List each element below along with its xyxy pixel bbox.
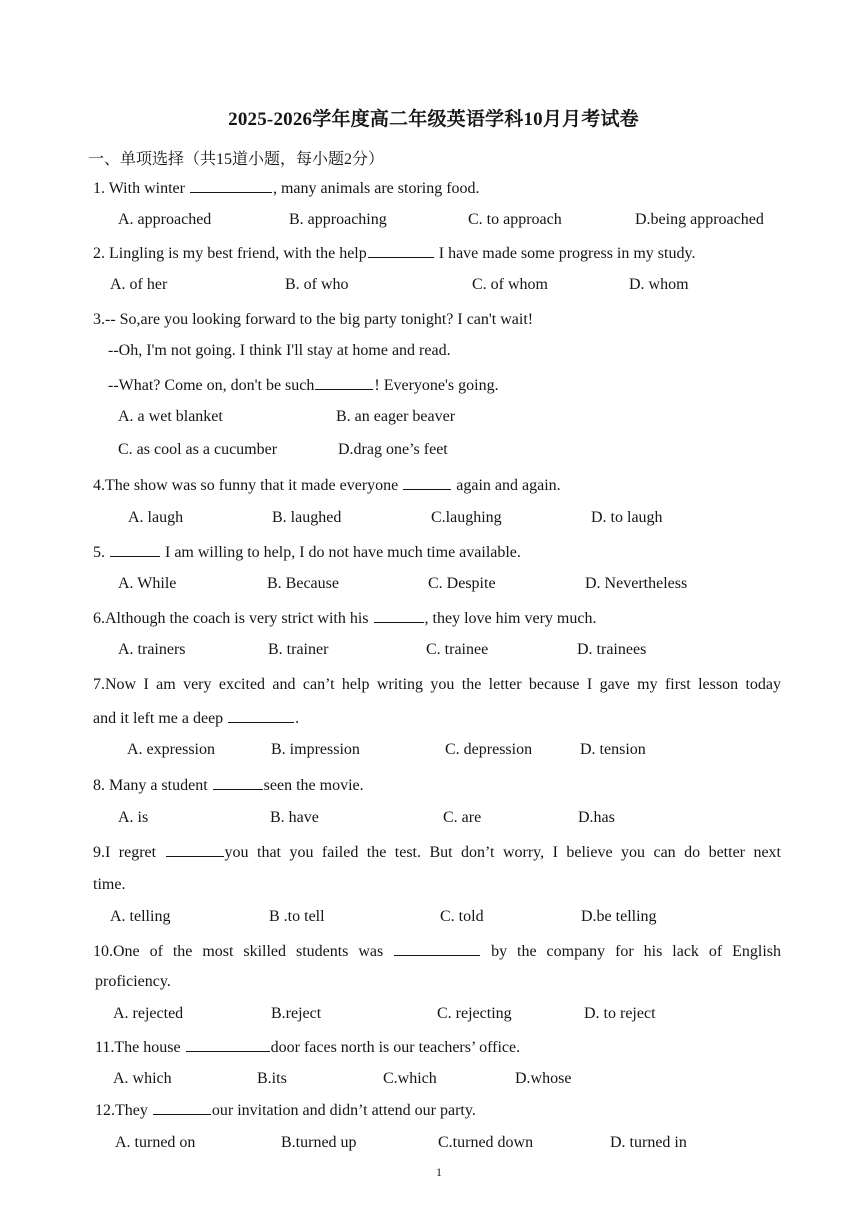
question-10-line-1: 10.One of the most skilled students was by the company for his lack of English [93,943,782,960]
q7-option-a: A. expression [127,741,215,758]
q5-option-d: D. Nevertheless [585,575,688,592]
exam-title: 2025-2026学年度高二年级英语学科10月月考试卷 [228,109,639,130]
q5-option-a: A. While [118,575,177,592]
q3-option-d: D.drag one’s feet [338,441,448,458]
question-4: 4.The show was so funny that it made everyone again and again. [93,477,561,494]
page-number: 1 [436,1165,442,1179]
question-6: 6.Although the coach is very strict with his , they love him very much. [93,610,597,627]
question-3-line-2: --Oh, I'm not going. I think I'll stay at home and read. [108,342,451,359]
q8-option-b: B. have [270,809,319,826]
answer-blank [166,842,224,857]
answer-blank [213,775,263,790]
q9-option-b: B .to tell [269,908,325,925]
answer-blank [153,1100,211,1115]
q8-option-c: C. are [443,809,482,826]
q7-option-b: B. impression [271,741,360,758]
question-11: 11.The house door faces north is our teachers’ office. [95,1039,521,1056]
q12-option-b: B.turned up [281,1134,357,1151]
q4-option-c: C.laughing [431,509,502,526]
q10-option-a: A. rejected [113,1005,184,1022]
q12-option-d: D. turned in [610,1134,687,1151]
answer-blank [228,708,294,723]
answer-blank [186,1037,270,1052]
q7-option-d: D. tension [580,741,646,758]
q2-option-b: B. of who [285,276,349,293]
q6-option-a: A. trainers [118,641,186,658]
q5-option-c: C. Despite [428,575,496,592]
q12-option-c: C.turned down [438,1134,534,1151]
answer-blank [374,608,424,623]
question-12: 12.They our invitation and didn’t attend our party. [95,1102,476,1119]
q6-option-d: D. trainees [577,641,647,658]
answer-blank [190,178,272,193]
question-10-line-2: proficiency. [95,973,171,990]
question-9-line-2: time. [93,876,126,893]
q2-option-a: A. of her [110,276,168,293]
q11-option-c: C.which [383,1070,437,1087]
q1-option-c: C. to approach [468,211,562,228]
question-3-line-3: --What? Come on, don't be such ! Everyone's going. [108,377,499,394]
q1-option-d: D.being approached [635,211,764,228]
q4-option-b: B. laughed [272,509,342,526]
answer-blank [315,375,373,390]
q10-option-c: C. rejecting [437,1005,512,1022]
question-5: 5. I am willing to help, I do not have much time available. [93,544,521,561]
q1-option-b: B. approaching [289,211,387,228]
question-7-line-1: 7.Now I am very excited and can’t help writing you the letter because I gave my first lesson today [93,676,781,693]
q3-option-c: C. as cool as a cucumber [118,441,278,458]
q11-option-a: A. which [113,1070,172,1087]
question-7-line-2: and it left me a deep . [93,710,300,727]
q7-option-c: C. depression [445,741,533,758]
q11-option-b: B.its [257,1070,287,1087]
q3-option-a: A. a wet blanket [118,408,223,425]
q5-option-b: B. Because [267,575,339,592]
q10-option-d: D. to reject [584,1005,656,1022]
q6-option-b: B. trainer [268,641,329,658]
q6-option-c: C. trainee [426,641,489,658]
q9-option-c: C. told [440,908,484,925]
q11-option-d: D.whose [515,1070,572,1087]
question-1: 1. With winter , many animals are storing food. [93,180,480,197]
q2-option-c: C. of whom [472,276,548,293]
answer-blank [403,475,451,490]
answer-blank [394,941,480,956]
q1-option-a: A. approached [118,211,212,228]
question-3-line-1: 3.-- So,are you looking forward to the big party tonight? I can't wait! [93,311,534,328]
q4-option-d: D. to laugh [591,509,663,526]
q4-option-a: A. laugh [128,509,184,526]
answer-blank [368,243,434,258]
q12-option-a: A. turned on [115,1134,196,1151]
q8-option-d: D.has [578,809,615,826]
answer-blank [110,542,160,557]
q10-option-b: B.reject [271,1005,322,1022]
q8-option-a: A. is [118,809,149,826]
q3-option-b: B. an eager beaver [336,408,456,425]
q9-option-a: A. telling [110,908,171,925]
question-2: 2. Lingling is my best friend, with the help I have made some progress in my study. [93,245,696,262]
q9-option-d: D.be telling [581,908,657,925]
section-heading: 一、单项选择（共15道小题，每小题2分） [88,151,385,168]
question-9-line-1: 9.I regret you that you failed the test. But don’t worry, I believe you can do better next [93,844,781,861]
question-8: 8. Many a student seen the movie. [93,777,364,794]
q2-option-d: D. whom [629,276,689,293]
